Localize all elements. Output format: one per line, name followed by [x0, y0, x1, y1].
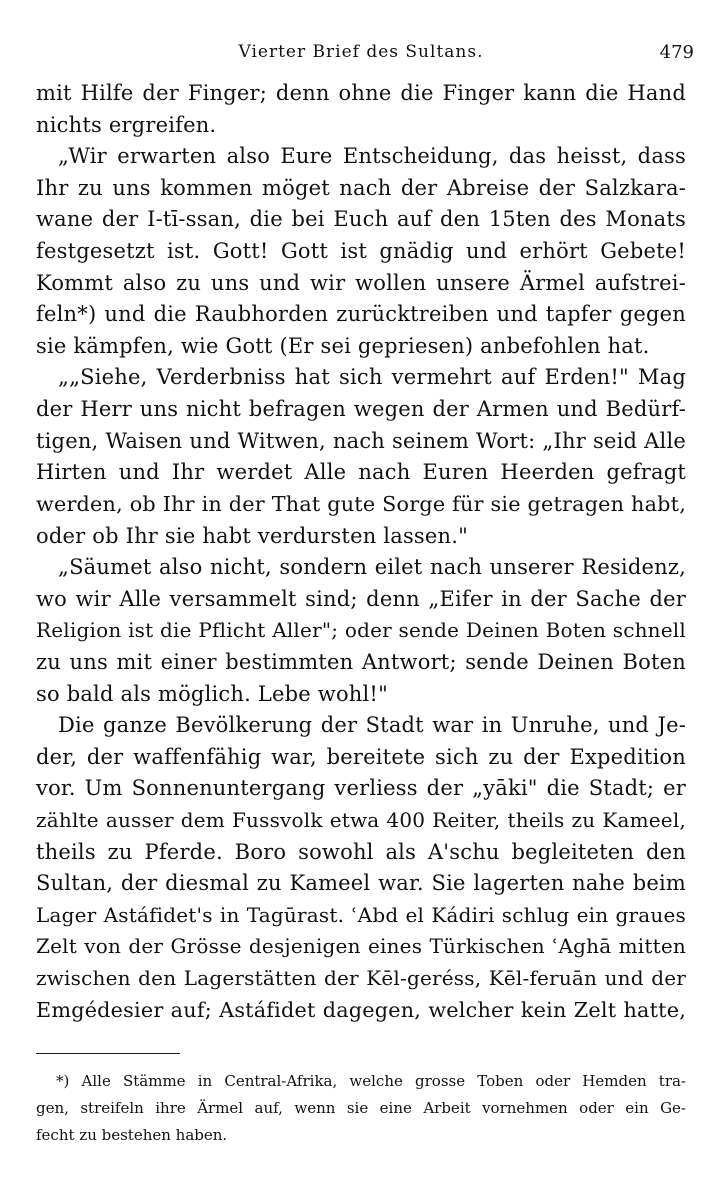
text-line: Religion ist die Pflicht Aller"; oder sende Deinen Boten schnell: [36, 618, 686, 643]
text-line: oder ob Ihr sie habt verdursten lassen.": [36, 523, 468, 548]
text-line: wo wir Alle versammelt sind; denn „Eifer in der Sache der: [36, 586, 686, 611]
text-line: zwischen den Lagerstätten der Kēl-geréss, Kēl-feruān und der: [36, 966, 686, 991]
text-line: theils zu Pferde. Boro sowohl als A'schu begleiteten den: [36, 839, 686, 864]
page-number: 479: [659, 42, 694, 63]
body-text: [36, 78, 686, 1026]
text-line: Emgédesier auf; Astáfidet dagegen, welcher kein Zelt hatte,: [36, 997, 686, 1022]
text-line: nichts ergreifen.: [36, 112, 217, 137]
text-line: „„Siehe, Verderbniss hat sich vermehrt auf Erden!" Mag: [58, 365, 686, 390]
text-line: werden, ob Ihr in der That gute Sorge für sie getragen habt,: [36, 491, 686, 516]
running-head-title: Vierter Brief des Sultans.: [238, 42, 484, 62]
text-line: so bald als möglich. Lebe wohl!": [36, 681, 388, 706]
text-line: Lager Astáfidet's in Tagūrast. ʿAbd el Kádiri schlug ein graues: [36, 902, 686, 927]
text-line: der Herr uns nicht befragen wegen der Armen und Bedürf-: [36, 397, 686, 422]
text-line: Sultan, der diesmal zu Kameel war. Sie lagerten nahe beim: [36, 871, 686, 896]
running-head: [36, 38, 694, 68]
text-line: zählte ausser dem Fussvolk etwa 400 Reiter, theils zu Kameel,: [36, 808, 686, 833]
text-line: Hirten und Ihr werdet Alle nach Euren Heerden gefragt: [36, 460, 686, 485]
text-line: „Säumet also nicht, sondern eilet nach unserer Residenz,: [58, 555, 686, 580]
footnote-line: gen, streifeln ihre Ärmel auf, wenn sie eine Arbeit vornehmen oder ein Ge-: [36, 1099, 686, 1117]
text-line: Die ganze Bevölkerung der Stadt war in Unruhe, und Je-: [58, 713, 686, 738]
text-line: Kommt also zu uns und wir wollen unsere Ärmel aufstrei-: [36, 270, 686, 295]
text-line: Ihr zu uns kommen möget nach der Abreise der Salzkara-: [36, 175, 686, 200]
footnote-line: fecht zu bestehen haben.: [36, 1126, 228, 1144]
text-line: Zelt von der Grösse desjenigen eines Türkischen ʿAghā mitten: [36, 934, 686, 959]
footnote-rule: [36, 1053, 180, 1054]
text-line: „Wir erwarten also Eure Entscheidung, das heisst, dass: [58, 144, 686, 169]
footnote-line: *) Alle Stämme in Central-Afrika, welche grosse Toben oder Hemden tra-: [56, 1072, 686, 1090]
text-line: sie kämpfen, wie Gott (Er sei gepriesen) anbefohlen hat.: [36, 333, 650, 358]
text-line: zu uns mit einer bestimmten Antwort; sende Deinen Boten: [36, 649, 686, 674]
text-line: vor. Um Sonnenuntergang verliess der „yāki" die Stadt; er: [36, 776, 686, 801]
text-line: feln*) und die Raubhorden zurücktreiben und tapfer gegen: [36, 302, 686, 327]
text-line: wane der I-tī-ssan, die bei Euch auf den 15ten des Monats: [36, 207, 686, 232]
footnotes: [36, 1068, 686, 1149]
text-line: der, der waffenfähig war, bereitete sich zu der Expedition: [36, 744, 686, 769]
text-line: mit Hilfe der Finger; denn ohne die Finger kann die Hand: [36, 81, 686, 105]
text-line: tigen, Waisen und Witwen, nach seinem Wort: „Ihr seid Alle: [36, 428, 686, 453]
text-line: festgesetzt ist. Gott! Gott ist gnädig und erhört Gebete!: [36, 239, 686, 264]
